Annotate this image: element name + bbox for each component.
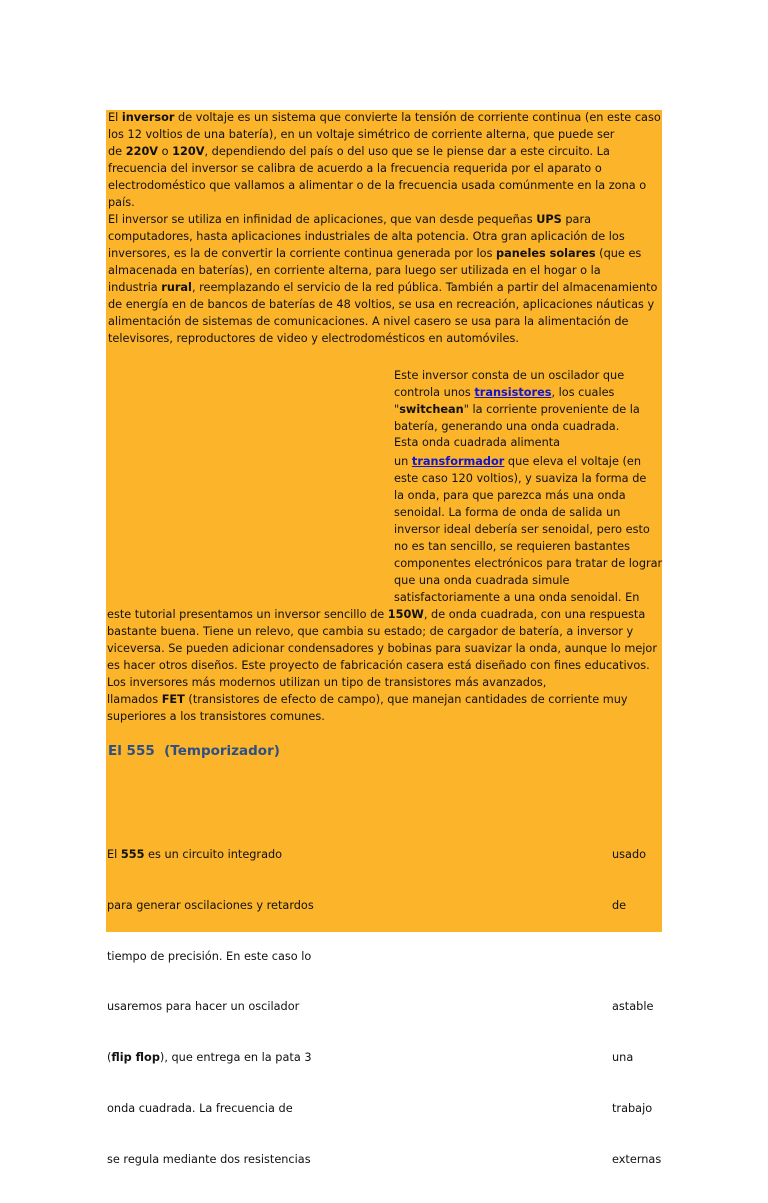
text-line: de [612, 898, 627, 912]
p2-line: batería, generando una onda cuadrada. [394, 420, 620, 433]
text-line: trabajo [612, 1102, 653, 1116]
document-page [106, 110, 663, 1166]
p2-line: Este inversor consta de un oscilador que [394, 369, 625, 382]
p2-line: superiores a los transistores comunes. [107, 710, 325, 723]
p1-line: los 12 voltios de una batería), en un voltaje simétrico de corriente alterna, que puede ser [108, 128, 615, 141]
p2-line: Esta onda cuadrada alimenta [394, 436, 561, 449]
text-line: se regula mediante dos resistencias [107, 1152, 311, 1166]
p2-line: bastante buena. Tiene un relevo, que cambia su estado; de cargador de batería, a inversor y [107, 625, 634, 638]
p1-line: El inversor de voltaje es un sistema que convierte la tensión de corriente continua (en este caso [108, 111, 661, 124]
p2-line: viceversa. Se pueden adicionar condensadores y bobinas para suavizar la onda, aunque lo mejor [107, 642, 657, 655]
p2-line: este caso 120 voltios), y suaviza la forma de [394, 472, 647, 485]
text-line: (flip flop), que entrega en la pata 3 [107, 1051, 312, 1065]
p2-line: la onda, para que parezca más una onda [394, 489, 626, 502]
section-555-left-column [107, 813, 314, 1203]
p2-line: Los inversores más modernos utilizan un tipo de transistores más avanzados, [107, 676, 547, 689]
p1-line: computadores, hasta aplicaciones industriales de alta potencia. Otra gran aplicación de los [108, 230, 625, 243]
p1-line: inversores, es la de convertir la corriente continua generada por los paneles solares (que es [108, 247, 642, 260]
p2-line: senoidal. La forma de onda de salida un [394, 506, 621, 519]
p1-line: de 220V o 120V, dependiendo del país o del uso que se le piense dar a este circuito. La [108, 145, 610, 158]
p2-line: inversor ideal debería ser senoidal, pero esto [394, 523, 650, 536]
text-line: usaremos para hacer un oscilador [107, 1000, 300, 1014]
p1-line: El inversor se utiliza en infinidad de aplicaciones, que van desde pequeñas UPS para [108, 213, 592, 226]
p2-line: "switchean" la corriente proveniente de la [394, 403, 640, 416]
p2-line: un transformador que eleva el voltaje (en [394, 455, 642, 468]
section-555-right-column [612, 813, 661, 1203]
p2-line: llamados FET (transistores de efecto de campo), que manejan cantidades de corriente muy [107, 693, 628, 706]
p2-line: que una onda cuadrada simule [394, 574, 570, 587]
term-inversor: inversor [121, 111, 175, 124]
text-line: astable [612, 1000, 654, 1014]
text-line: onda cuadrada. La frecuencia de [107, 1102, 293, 1116]
text-line: El 555 es un circuito integrado [107, 847, 283, 861]
text-line [612, 949, 661, 966]
p1-line: de energía en de bancos de baterías de 48 voltios, se usa en recreación, aplicaciones náuticas y [108, 298, 655, 311]
p1-line: frecuencia del inversor se calibra de acuerdo a la frecuencia requerida por el aparato o [108, 162, 602, 175]
p1-line: televisores, reproductores de video y electrodomésticos en automóviles. [108, 332, 519, 345]
p1-line: industria rural, reemplazando el servicio de la red pública. También a partir del almacenamiento [108, 281, 658, 294]
p1-line: electrodoméstico que vallamos a alimentar o de la frecuencia usada comúnmente en la zona o [108, 179, 647, 192]
p2-line: este tutorial presentamos un inversor sencillo de 150W, de onda cuadrada, con una respuesta [107, 608, 646, 621]
text-line: para generar oscilaciones y retardos [107, 898, 314, 912]
p2-line: no es tan sencillo, se requieren bastantes [394, 540, 630, 553]
p2-line: es hacer otros diseños. Este proyecto de fabricación casera está diseñado con fines educativos. [107, 659, 650, 672]
link-transistores[interactable]: transistores [474, 386, 552, 399]
p2-line: componentes electrónicos para tratar de lograr [394, 557, 663, 570]
text-line: tiempo de precisión. En este caso lo [107, 949, 312, 963]
p1-line: país. [108, 196, 135, 209]
text-line: usado [612, 847, 647, 861]
text-line: externas [612, 1152, 662, 1166]
p1-line: almacenada en baterías), en corriente alterna, para luego ser utilizada en el hogar o la [108, 264, 601, 277]
p2-line: controla unos transistores, los cuales [394, 386, 615, 399]
link-transformador[interactable]: transformador [411, 455, 505, 468]
p2-line: satisfactoriamente a una onda senoidal. En [394, 591, 640, 604]
text-line: una [612, 1051, 634, 1065]
p1-line: alimentación de sistemas de comunicaciones. A nivel casero se usa para la alimentación de [108, 315, 629, 328]
section-heading-555: El 555 (Temporizador) [108, 743, 280, 759]
